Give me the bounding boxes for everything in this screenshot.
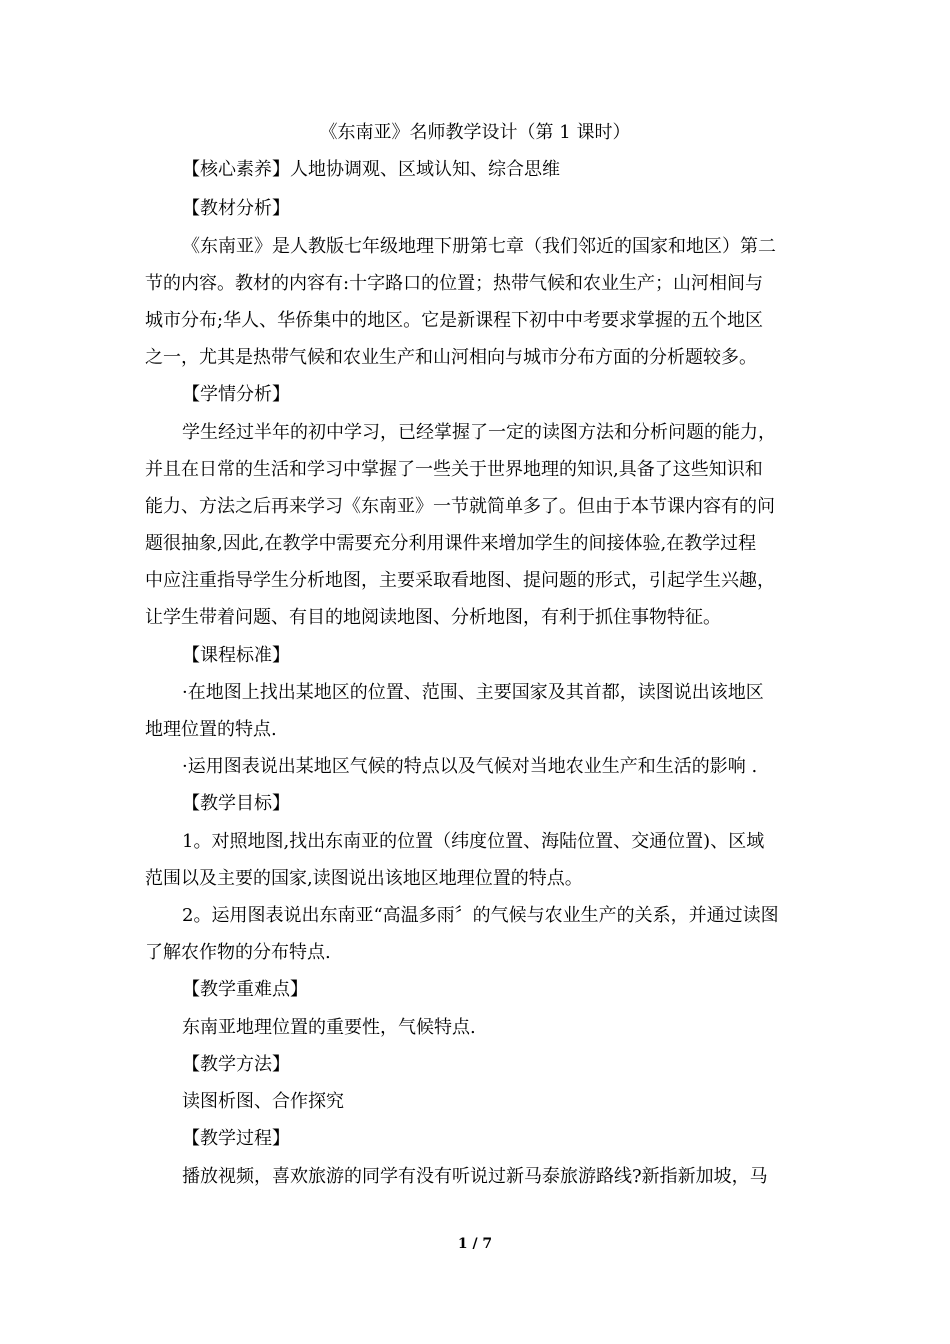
paragraph-line: 让学生带着问题、有目的地阅读地图、分析地图，有利于抓住事物特征。 <box>145 607 721 628</box>
paragraph-line: 城市分布;华人、华侨集中的地区。它是新课程下初中中考要求掌握的五个地区 <box>145 310 764 331</box>
paragraph-line: 之一，尤其是热带气候和农业生产和山河相向与城市分布方面的分析题较多。 <box>145 347 757 368</box>
section-heading-teaching-objectives: 【教学目标】 <box>182 793 290 814</box>
page-number: 1 / 7 <box>457 1236 493 1252</box>
paragraph-line: 《东南亚》是人教版七年级地理下册第七章（我们邻近的国家和地区）第二 <box>182 236 776 257</box>
section-heading-teaching-process: 【教学过程】 <box>182 1128 290 1149</box>
paragraph-line: 中应注重指导学生分析地图，主要采取看地图、提问题的形式，引起学生兴趣， <box>145 570 775 591</box>
objective-line: 1。对照地图,找出东南亚的位置（纬度位置、海陆位置、交通位置)、区域 <box>182 831 765 852</box>
section-heading-curriculum-standard: 【课程标准】 <box>182 645 290 666</box>
paragraph-line: 地理位置的特点. <box>145 719 277 740</box>
bullet-line: ·运用图表说出某地区气候的特点以及气候对当地农业生产和生活的影响 . <box>182 756 758 777</box>
paragraph-line: 范围以及主要的国家,读图说出该地区地理位置的特点。 <box>145 868 583 889</box>
paragraph-line: 能力、方法之后再来学习《东南亚》一节就简单多了。但由于本节课内容有的问 <box>145 496 775 517</box>
paragraph-line: 学生经过半年的初中学习，已经掌握了一定的读图方法和分析问题的能力， <box>182 422 776 443</box>
paragraph-line: 题很抽象,因此,在教学中需要充分利用课件来增加学生的间接体验,在教学过程 <box>145 533 757 554</box>
objective-line: 2。运用图表说出东南亚“高温多雨〞的气候与农业生产的关系，并通过读图 <box>182 905 779 926</box>
section-heading-student-analysis: 【学情分析】 <box>182 384 290 405</box>
paragraph-line: 播放视频，喜欢旅游的同学有没有听说过新马泰旅游路线?新指新加坡，马 <box>182 1166 768 1187</box>
bullet-line: ·在地图上找出某地区的位置、范围、主要国家及其首都，读图说出该地区 <box>182 682 764 703</box>
paragraph-line: 了解农作物的分布特点. <box>145 942 331 963</box>
section-heading-key-difficulties: 【教学重难点】 <box>182 979 308 1000</box>
paragraph-line: 并且在日常的生活和学习中掌握了一些关于世界地理的知识,具备了这些知识和 <box>145 459 763 480</box>
core-literacy-line: 【核心素养】人地协调观、区域认知、综合思维 <box>182 159 560 180</box>
paragraph-line: 东南亚地理位置的重要性，气候特点. <box>182 1017 476 1038</box>
paragraph-line: 节的内容。教材的内容有:十字路口的位置；热带气候和农业生产；山河相间与 <box>145 273 764 294</box>
section-heading-textbook-analysis: 【教材分析】 <box>182 198 290 219</box>
document-title: 《东南亚》名师教学设计（第 1 课时） <box>319 122 631 143</box>
section-heading-teaching-methods: 【教学方法】 <box>182 1054 290 1075</box>
paragraph-line: 读图析图、合作探究 <box>182 1091 344 1112</box>
